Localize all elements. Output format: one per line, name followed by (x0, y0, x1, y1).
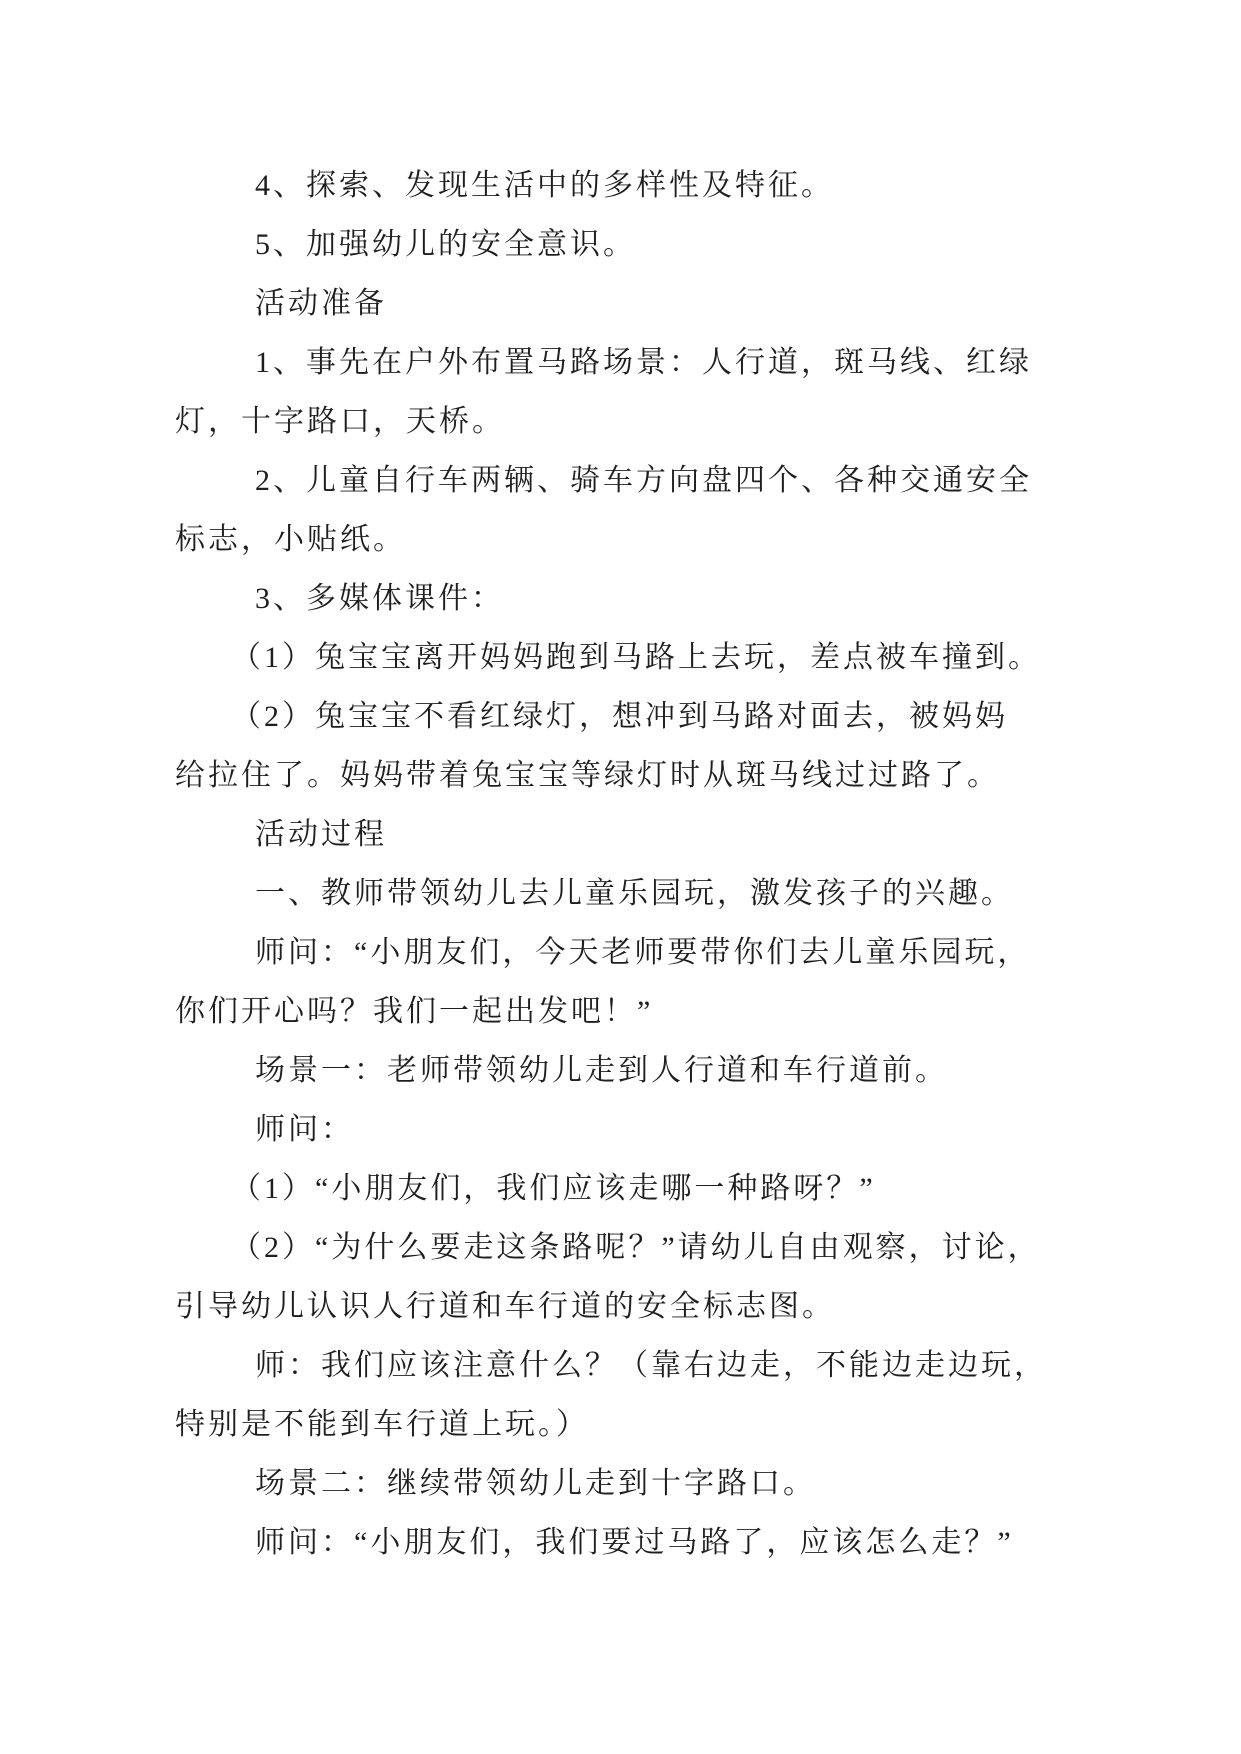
text-line: 师：我们应该注意什么？（靠右边走，不能边走边玩， (255, 1349, 1047, 1382)
text-line: 引导幼儿认识人行道和车行道的安全标志图。 (175, 1290, 835, 1323)
text-line: 给拉住了。妈妈带着兔宝宝等绿灯时从斑马线过过路了。 (175, 759, 1000, 792)
text-line: 灯，十字路口，天桥。 (175, 405, 505, 438)
text-line: 一、教师带领幼儿去儿童乐园玩，激发孩子的兴趣。 (255, 877, 1014, 910)
text-line: 4、探索、发现生活中的多样性及特征。 (255, 169, 834, 202)
text-line: 你们开心吗？我们一起出发吧！” (175, 995, 654, 1028)
text-line: 活动过程 (255, 818, 387, 851)
text-line: 活动准备 (255, 287, 387, 320)
text-line: （2）兔宝宝不看红绿灯，想冲到马路对面去，被妈妈 (231, 700, 1008, 733)
text-line: 特别是不能到车行道上玩。） (175, 1408, 589, 1441)
text-line: 2、儿童自行车两辆、骑车方向盘四个、各种交通安全 (255, 464, 1032, 497)
text-line: （1）“小朋友们，我们应该走哪一种路呀？” (231, 1172, 876, 1205)
text-line: （2）“为什么要走这条路呢？”请幼儿自由观察，讨论， (231, 1231, 1041, 1264)
text-line: 师问： (255, 1113, 354, 1146)
text-line: （1）兔宝宝离开妈妈跑到马路上去玩，差点被车撞到。 (231, 641, 1041, 674)
text-line: 5、加强幼儿的安全意识。 (255, 228, 636, 261)
document-body (175, 156, 1185, 1572)
text-line: 1、事先在户外布置马路场景：人行道，斑马线、红绿 (255, 346, 1032, 379)
text-line: 场景二：继续带领幼儿走到十字路口。 (255, 1467, 816, 1500)
text-line: 场景一：老师带领幼儿走到人行道和车行道前。 (255, 1054, 948, 1087)
text-line: 师问：“小朋友们，今天老师要带你们去儿童乐园玩， (255, 936, 1031, 969)
text-line: 标志，小贴纸。 (175, 523, 406, 556)
text-line: 3、多媒体课件： (255, 582, 504, 615)
text-line: 师问：“小朋友们，我们要过马路了，应该怎么走？” (255, 1526, 1014, 1559)
